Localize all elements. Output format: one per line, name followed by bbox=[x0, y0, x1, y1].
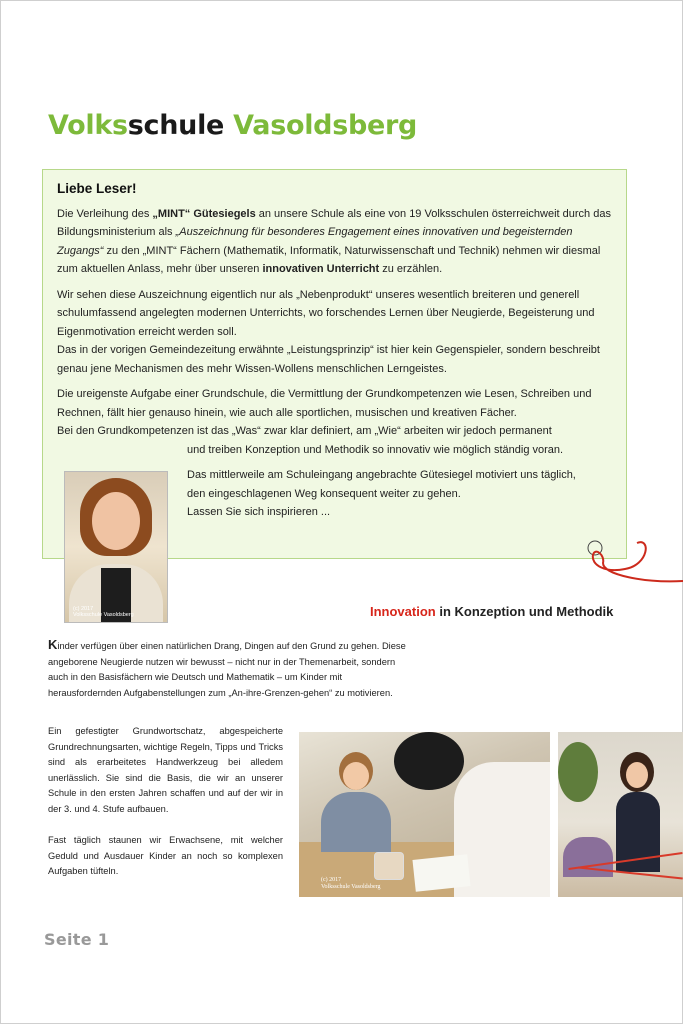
decorative-swirl-icon bbox=[585, 535, 683, 585]
intro-paragraph bbox=[48, 637, 408, 701]
letter-paragraph-3: Das in der vorigen Gemeindezeitung erwähnte „Leistungsprinzip“ ist hier kein Gegenspieler, sondern beschreibt genau jene Mechanismen des mehr Wissen-Wollens menschlichen Lerngeistes. bbox=[57, 344, 600, 375]
portrait-caption bbox=[73, 606, 134, 618]
column-paragraph-2: Fast täglich staunen wir Erwachsene, mit welcher Geduld und Ausdauer Kinder an noch so komplexen Aufgaben tüfteln. bbox=[48, 835, 283, 876]
innovative-teaching-emphasis: innovativen Unterricht bbox=[262, 263, 380, 275]
letter-p1-text: an unsere Schule als eine von 19 Volksschulen österreichweit durch das Bildungsministerium als bbox=[57, 207, 611, 238]
letter-paragraph-1 bbox=[57, 205, 613, 279]
letter-paragraph-5b: und treiben Konzeption und Methodik so innovativ wie möglich ständig voran. bbox=[187, 443, 564, 456]
section-heading-rest: in Konzeption und Methodik bbox=[435, 604, 614, 619]
photo-caption bbox=[321, 877, 381, 891]
letter-greeting: Liebe Leser! bbox=[57, 181, 137, 196]
intro-text: inder verfügen über einen natürlichen Drang, Dingen auf den Grund zu gehen. Diese angeborene Neugierde nutzen wir bewusst – nicht nur in der Themenarbeit, sondern auch in den Basisfächern wie Deutsch und Mathematik – um Kinder mit herausfordernden Aufgabenstellungen zum „An-ihre-Grenzen-gehen“ zu motivieren. bbox=[48, 641, 406, 698]
letter-p1-text: zu erzählen. bbox=[379, 263, 443, 275]
dropcap: K bbox=[48, 637, 58, 652]
photo-caption-year: (c) 2017 bbox=[321, 877, 342, 883]
letter-paragraph-2: Wir sehen diese Auszeichnung eigentlich nur als „Nebenprodukt“ unseres wesentlich breiteren und generell schulumfassend angelegten modernen Unterrichts, wo forschendes Lernen über Neugierde, Begeisterung und Eigenmotivation erreicht werden soll. bbox=[57, 288, 595, 338]
title-part-volks: Volks bbox=[48, 110, 128, 141]
title-part-schule: schule bbox=[127, 110, 225, 141]
letter-p1-text: zu den „MINT“ Fächern (Mathematik, Informatik, Naturwissenschaft und Technik) nehmen wir diesmal zum aktuellen Anlass, mehr über unseren bbox=[57, 244, 601, 275]
portrait-caption-year: (c) 2017 bbox=[73, 606, 94, 612]
mint-seal-emphasis: „MINT“ Gütesiegels bbox=[152, 207, 256, 220]
portrait-photo bbox=[64, 471, 168, 623]
page-number: Seite 1 bbox=[44, 930, 110, 949]
photo-caption-school: Volksschule Vasoldsberg bbox=[321, 884, 381, 890]
title-part-vasoldsberg: Vasoldsberg bbox=[233, 110, 418, 141]
letter-p1-text: Die Verleihung des bbox=[57, 207, 153, 220]
letter-paragraph-4: Die ureigenste Aufgabe einer Grundschule, die Vermittlung der Grundkompetenzen wie Lesen, Schreiben und Rechnen, fällt hier genauso hinein, wie auch alle sportlichen, musischen und kreativen Fächer. bbox=[57, 388, 592, 419]
column-paragraph-1: Ein gefestigter Grundwortschatz, abgespeicherte Grundrechnungsarten, wichtige Regeln, Tipps und Tricks sind als erarbeitetes Handwerkzeug bei alledem unerlässlich. Sie sind die Basis, die wir an unserer Schule in den ersten Jahren schaffen und auf der wir in der 3. und 4. Stufe aufbauen. bbox=[48, 726, 283, 814]
award-quote: „Auszeichnung für besonderes Engagement eines innovativen und begeisternden Zugangs“ bbox=[57, 226, 573, 257]
letter-paragraph-6b: den eingeschlagenen Weg konsequent weiter zu gehen. bbox=[187, 487, 461, 500]
portrait-caption-school: Volksschule Vasoldsberg bbox=[73, 612, 134, 618]
letter-paragraph-6a: Das mittlerweile am Schuleingang angebrachte Gütesiegel motiviert uns täglich, bbox=[187, 469, 576, 481]
letter-paragraph-5a: Bei den Grundkompetenzen ist das „Was“ zwar klar definiert, am „Wie“ arbeiten wir jedoch permanent bbox=[57, 425, 552, 437]
classroom-photo-1 bbox=[299, 732, 550, 897]
section-heading-highlight: Innovation bbox=[370, 604, 436, 619]
section-heading bbox=[370, 604, 613, 619]
classroom-photo-2 bbox=[558, 732, 683, 897]
page-title bbox=[48, 110, 417, 141]
letter-closing: Lassen Sie sich inspirieren ... bbox=[187, 506, 331, 518]
